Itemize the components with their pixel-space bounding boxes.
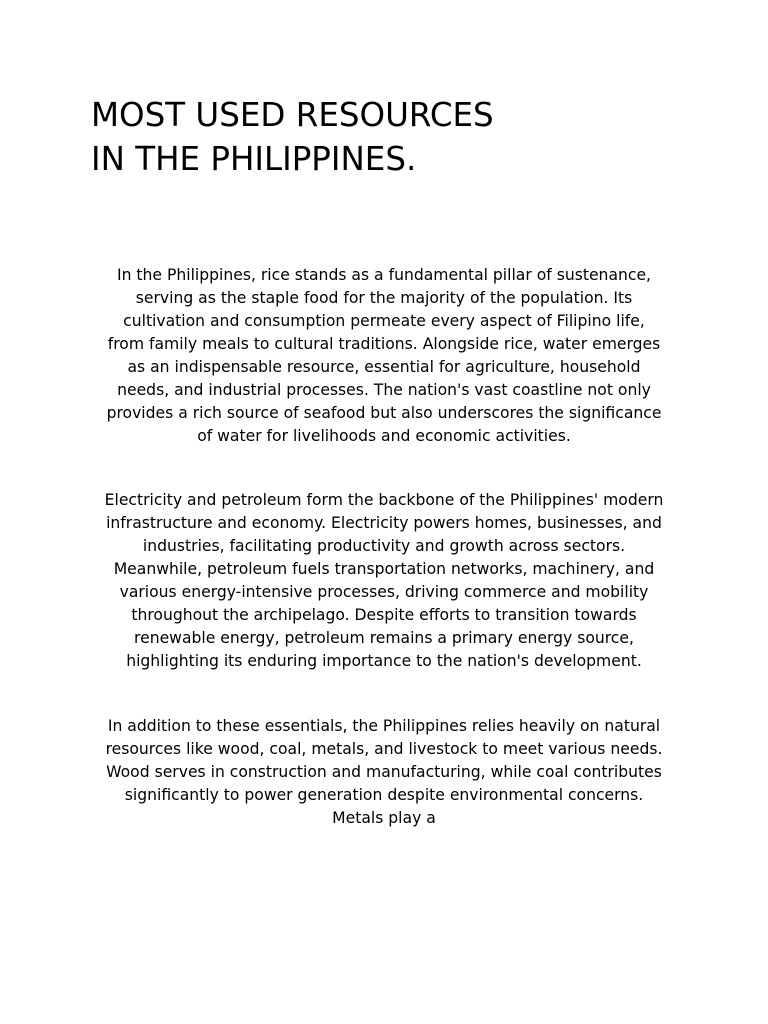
- text-line: needs, and industrial processes. The nation's vast coastline not only: [117, 381, 651, 399]
- text-line: cultivation and consumption permeate every aspect of Filipino life,: [123, 312, 645, 330]
- text-line: In addition to these essentials, the Philippines relies heavily on natural: [107, 717, 661, 735]
- text-line: significantly to power generation despite environmental concerns.: [124, 786, 644, 804]
- text-line: from family meals to cultural traditions. Alongside rice, water emerges: [107, 335, 661, 353]
- text-line: serving as the staple food for the majority of the population. Its: [135, 289, 633, 307]
- title-line: IN THE PHILIPPINES.: [91, 140, 417, 178]
- text-line: provides a rich source of seafood but also underscores the significance: [106, 404, 662, 422]
- text-line: Meanwhile, petroleum fuels transportation networks, machinery, and: [113, 560, 655, 578]
- text-line: throughout the archipelago. Despite efforts to transition towards: [131, 606, 637, 624]
- title-line: MOST USED RESOURCES: [91, 96, 494, 134]
- paragraph-natural-resources: [88, 715, 680, 830]
- text-line: In the Philippines, rice stands as a fundamental pillar of sustenance,: [116, 266, 652, 284]
- text-line: as an indispensable resource, essential for agriculture, household: [127, 358, 641, 376]
- text-line: resources like wood, coal, metals, and livestock to meet various needs.: [105, 740, 663, 758]
- text-line: Electricity and petroleum form the backbone of the Philippines' modern: [104, 491, 664, 509]
- text-line: of water for livelihoods and economic activities.: [197, 427, 571, 445]
- paragraph-electricity-petroleum: [88, 489, 680, 673]
- page-title: [91, 93, 691, 181]
- paragraph-rice-water: [88, 264, 680, 448]
- text-line: various energy-intensive processes, driving commerce and mobility: [119, 583, 649, 601]
- text-line: renewable energy, petroleum remains a primary energy source,: [134, 629, 634, 647]
- text-line: industries, facilitating productivity and growth across sectors.: [142, 537, 626, 555]
- text-line: Metals play a: [332, 809, 436, 827]
- text-line: highlighting its enduring importance to the nation's development.: [126, 652, 642, 670]
- text-line: Wood serves in construction and manufacturing, while coal contributes: [106, 763, 662, 781]
- text-line: infrastructure and economy. Electricity powers homes, businesses, and: [106, 514, 662, 532]
